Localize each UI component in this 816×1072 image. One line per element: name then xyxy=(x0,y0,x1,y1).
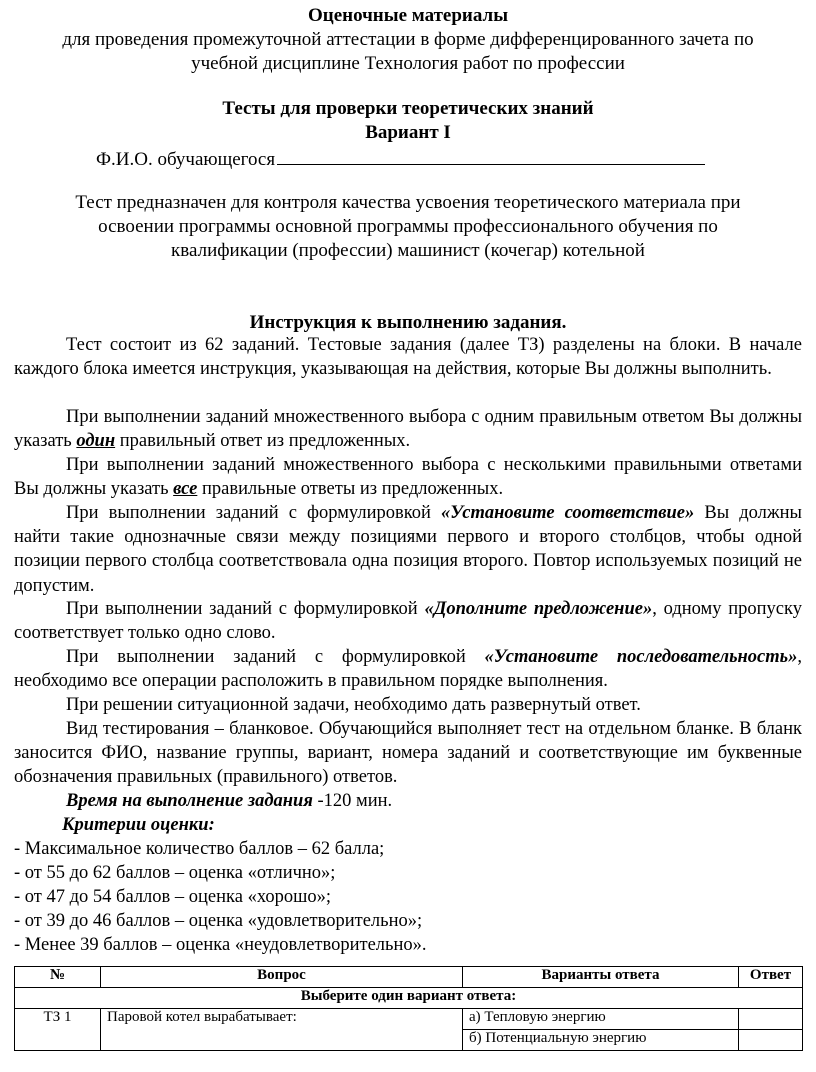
answer-cell[interactable] xyxy=(739,1009,803,1030)
time-label: Время на выполнение задания xyxy=(66,791,313,811)
instruction-paragraph-8: Вид тестирования – бланковое. Обучающийся выполняет тест на отдельном бланке. В бланк заносится ФИО, название группы, вариант, номера заданий и соответствующие им буквенные обозначения правильных (правильного) ответов. xyxy=(14,719,802,788)
doc-subtitle-line2: учебной дисциплине Технология работ по профессии xyxy=(191,53,625,74)
emphasis-match: «Установите соответствие» xyxy=(441,503,695,523)
criteria-item: - Менее 39 баллов – оценка «неудовлетворительно». xyxy=(14,935,427,955)
table-header-row xyxy=(15,967,803,988)
instruction-paragraph-1: Тест состоит из 62 заданий. Тестовые задания (далее ТЗ) разделены на блоки. В начале каждого блока имеется инструкция, указывающая на действия, которые Вы должны выполнить. xyxy=(14,335,802,380)
answer-cell[interactable] xyxy=(739,1030,803,1051)
variant-label: Вариант I xyxy=(365,122,451,143)
time-row xyxy=(66,789,816,813)
fio-blank-line xyxy=(277,146,705,165)
doc-subtitle-line1: для проведения промежуточной аттестации в форме дифференцированного зачета по xyxy=(62,29,754,50)
emphasis-complete: «Дополните предложение» xyxy=(424,599,653,619)
time-value: -120 мин. xyxy=(312,791,393,811)
answer-option: б) Потенциальную энергию xyxy=(463,1030,739,1051)
instruction-paragraph-7: При решении ситуационной задачи, необходимо дать развернутый ответ. xyxy=(66,695,641,715)
doc-title: Оценочные материалы xyxy=(307,5,509,26)
section-row xyxy=(15,988,803,1009)
fio-label: Ф.И.О. обучающегося xyxy=(96,149,276,170)
header-question: Вопрос xyxy=(101,967,463,988)
purpose-line3: квалификации (профессии) машинист (кочегар) котельной xyxy=(171,240,645,261)
header-options: Варианты ответа xyxy=(463,967,739,988)
answer-option: а) Тепловую энергию xyxy=(463,1009,739,1030)
header-answer: Ответ xyxy=(739,967,803,988)
instruction-paragraph-6: При выполнении заданий с формулировкой «Установите последовательность», необходимо все операции расположить в правильном порядке выполнения. xyxy=(14,647,802,692)
instruction-paragraph-5: При выполнении заданий с формулировкой «Дополните предложение», одному пропуску соответствует только одно слово. xyxy=(14,599,802,644)
criteria-label: Критерии оценки: xyxy=(62,815,215,835)
instruction-paragraph-2: При выполнении заданий множественного выбора с одним правильным ответом Вы должны указать один правильный ответ из предложенных. xyxy=(14,407,802,452)
fio-row xyxy=(96,146,796,172)
instruction-paragraph-3: При выполнении заданий множественного выбора с несколькими правильными ответами Вы должны указать все правильные ответы из предложенных. xyxy=(14,455,802,500)
question-number: ТЗ 1 xyxy=(15,1009,101,1051)
emphasis-sequence: «Установите последовательность» xyxy=(484,647,798,667)
tests-title: Тесты для проверки теоретических знаний xyxy=(222,98,594,119)
criteria-item: - от 39 до 46 баллов – оценка «удовлетворительно»; xyxy=(14,911,423,931)
questions-table xyxy=(14,966,803,1051)
criteria-item: - Максимальное количество баллов – 62 балла; xyxy=(14,839,385,859)
purpose-line1: Тест предназначен для контроля качества усвоения теоретического материала при xyxy=(75,192,741,213)
emphasis-one: один xyxy=(76,431,116,452)
instruction-title: Инструкция к выполнению задания. xyxy=(249,312,567,333)
table-row xyxy=(15,1009,803,1030)
header-number: № xyxy=(15,967,101,988)
section-label: Выберите один вариант ответа: xyxy=(15,988,803,1009)
purpose-line2: освоении программы основной программы профессионального обучения по xyxy=(98,216,718,237)
instruction-paragraph-4: При выполнении заданий с формулировкой «Установите соответствие» Вы должны найти такие однозначные связи между позициями первого и второго столбцов, чтобы одной позиции первого столбца соответствовала одна позиция второго. Повтор используемых позиций не допустим. xyxy=(14,503,802,596)
criteria-item: - от 55 до 62 баллов – оценка «отлично»; xyxy=(14,863,336,883)
criteria-item: - от 47 до 54 баллов – оценка «хорошо»; xyxy=(14,887,332,907)
emphasis-all: все xyxy=(173,479,198,500)
question-text: Паровой котел вырабатывает: xyxy=(101,1009,463,1051)
